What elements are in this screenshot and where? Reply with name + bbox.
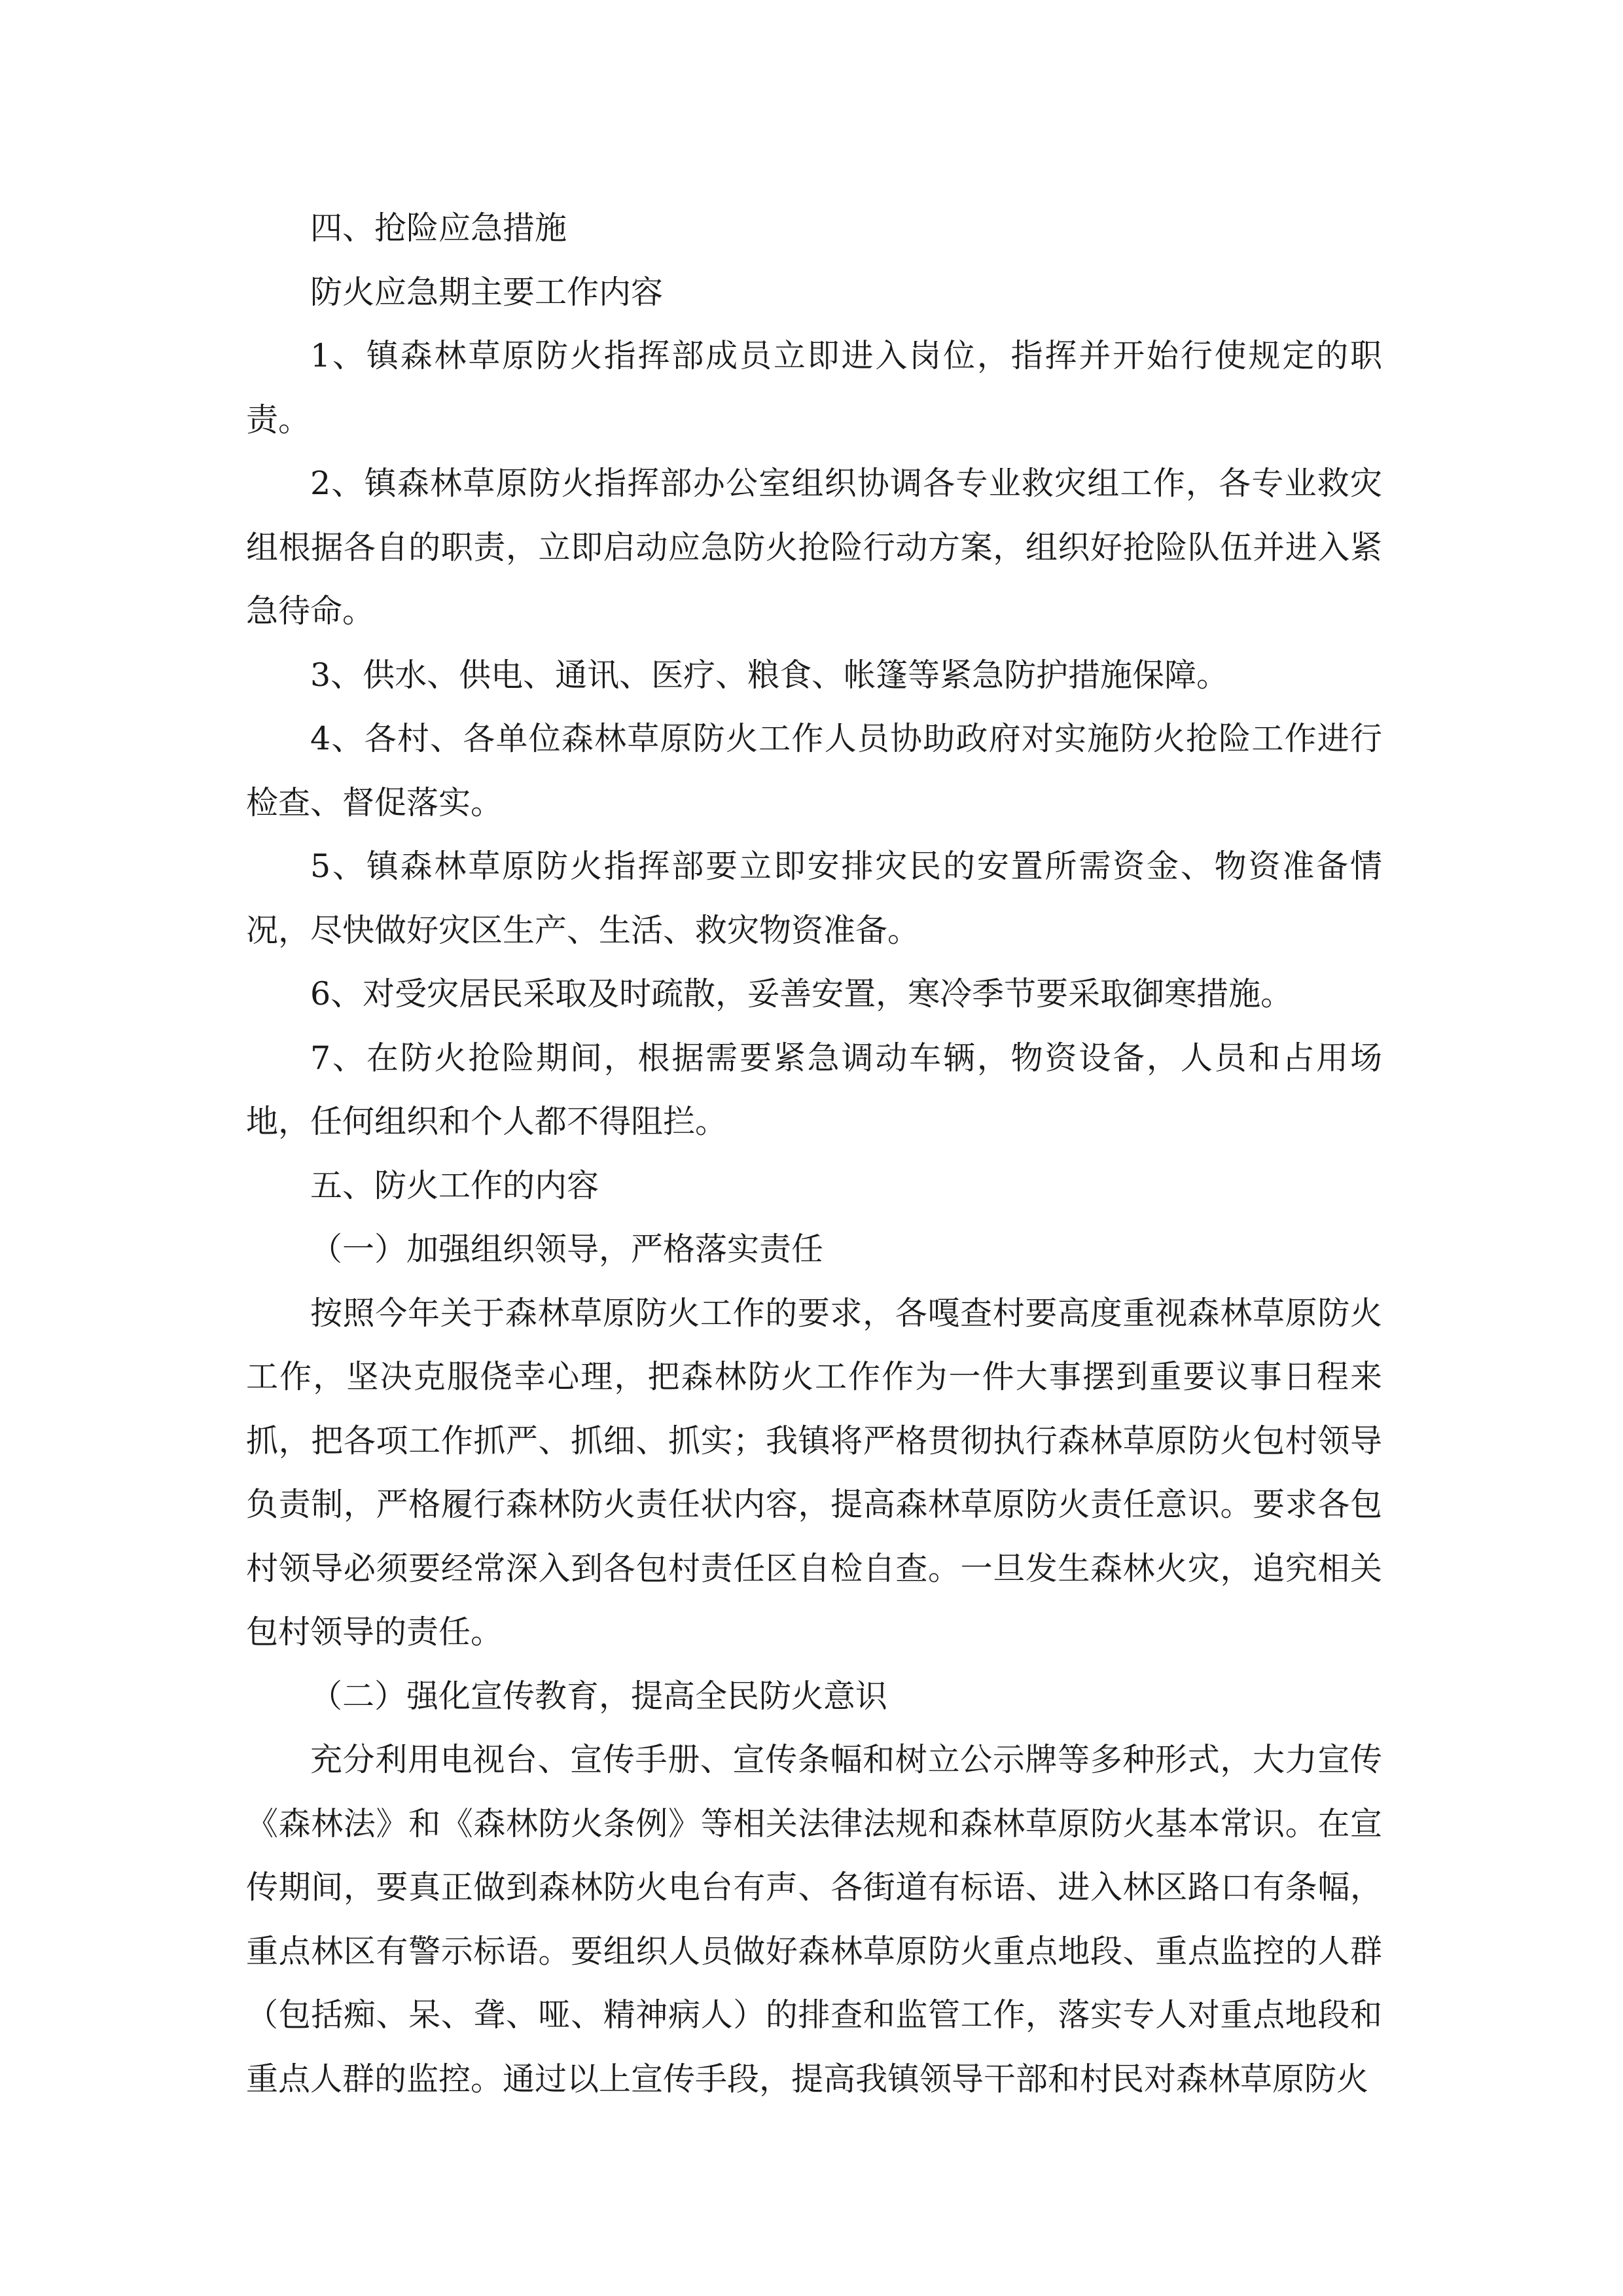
section5-heading: 五、防火工作的内容 [310,1166,599,1204]
subsection1-body: 按照今年关于森林草原防火工作的要求，各嘎查村要高度重视森林草原防火工作，坚决克服侥幸心理，把森林防火工作作为一件大事摆到重要议事日程来抓，把各项工作抓严、抓细、抓实；我镇将严格贯彻执行森林草原防火包村领导负责制，严格履行森林防火责任状内容，提高森林草原防火责任意识。要求各包村领导必须要经常深入到各包村责任区自检自查。一旦发生森林火灾，追究相关包村领导的责任。 [246,1294,1382,1651]
list-item-4: 4、各村、各单位森林草原防火工作人员协助政府对实施防火抢险工作进行检查、督促落实。 [246,720,1382,821]
list-item-5: 5、镇森林草原防火指挥部要立即安排灾民的安置所需资金、物资准备情况，尽快做好灾区生产、生活、救灾物资准备。 [246,848,1382,949]
section4-heading: 四、抢险应急措施 [310,209,567,247]
list-item-7: 7、在防火抢险期间，根据需要紧急调动车辆，物资设备，人员和占用场地，任何组织和个人都不得阻拦。 [246,1039,1382,1140]
list-item-3: 3、供水、供电、通讯、医疗、粮食、帐篷等紧急防护措施保障。 [310,656,1229,694]
list-item-6: 6、对受灾居民采取及时疏散，妥善安置，寒冷季节要采取御寒措施。 [310,975,1293,1013]
subsection2-heading: （二）强化宣传教育，提高全民防火意识 [310,1677,888,1715]
list-item-2: 2、镇森林草原防火指挥部办公室组织协调各专业救灾组工作，各专业救灾组根据各自的职责，立即启动应急防火抢险行动方案，组织好抢险队伍并进入紧急待命。 [246,465,1382,630]
list-item-1: 1、镇森林草原防火指挥部成员立即进入岗位，指挥并开始行使规定的职责。 [246,337,1382,439]
document-page [246,196,1382,2111]
section4-subheading: 防火应急期主要工作内容 [310,273,664,311]
subsection1-heading: （一）加强组织领导，严格落实责任 [310,1230,824,1268]
subsection2-body: 充分利用电视台、宣传手册、宣传条幅和树立公示牌等多种形式，大力宣传《森林法》和《森林防火条例》等相关法律法规和森林草原防火基本常识。在宣传期间，要真正做到森林防火电台有声、各街道有标语、进入林区路口有条幅，重点林区有警示标语。要组织人员做好森林草原防火重点地段、重点监控的人群（包括痴、呆、聋、哑、精神病人）的排查和监管工作，落实专人对重点地段和重点人群的监控。通过以上宣传手段，提高我镇领导干部和村民对森林草原防火 [246,1741,1382,2098]
